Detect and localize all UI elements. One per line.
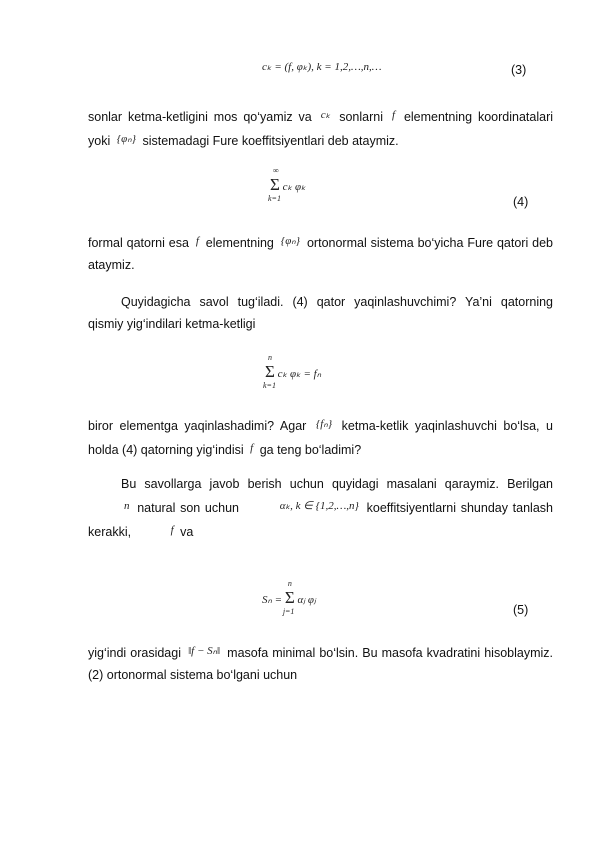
text-segment: sonlarni <box>339 110 383 124</box>
text-segment: va <box>180 525 194 539</box>
text-segment: koeffitsiyentlarni shunday tanlash kerakki, <box>88 501 553 539</box>
math-f: f <box>195 235 199 247</box>
equation-number-4: (4) <box>513 195 529 209</box>
math-f: f <box>391 109 395 121</box>
text-segment: natural son uchun <box>137 501 239 515</box>
equation-partial-sums <box>263 353 322 390</box>
paragraph-question: Quyidagicha savol tug‘iladi. (4) qator yaqinlashuvchimi? Ya’ni qatorning qismiy yig‘indilari ketma-ketligi <box>88 295 553 331</box>
text-segment: sonlar ketma-ketligini mos qo‘yamiz va <box>88 110 312 124</box>
equation-4 <box>268 166 306 203</box>
math-f: f <box>170 524 174 536</box>
math-c-k: cₖ <box>320 109 331 121</box>
paragraph-fourier-coefficients <box>88 104 553 152</box>
text-segment: formal qatorni esa <box>88 236 189 250</box>
equation-number-5: (5) <box>513 603 529 617</box>
equation-4-body: cₖ φₖ <box>282 181 306 193</box>
text-segment: elementning koordinatalari yoki <box>88 110 554 148</box>
text-segment: yig‘indi orasidagi <box>88 646 181 660</box>
math-alpha-k: αₖ, k ∈ {1,2,…,n} <box>279 500 359 512</box>
sum-symbol: Σ ∞ k=1 <box>268 166 281 203</box>
equation-5-lhs: Sₙ = <box>262 594 283 606</box>
text-segment: ga teng bo‘ladimi? <box>259 443 362 457</box>
equation-3: cₖ = (f, φₖ), k = 1,2,…,n,… <box>262 61 382 73</box>
paragraph-convergence <box>88 413 553 461</box>
text-segment: Bu savollarga javob berish uchun quyidagi masalani qaraymiz. Berilgan <box>121 477 553 491</box>
text-segment: ortonormal sistema bo‘yicha Fure qatori deb ataymiz. <box>88 236 553 272</box>
equation-partial-body: cₖ φₖ = fₙ <box>277 368 322 380</box>
text-segment: elementning <box>205 236 274 250</box>
math-n: n <box>124 500 130 512</box>
equation-5 <box>262 579 316 616</box>
text-segment: masofa minimal bo‘lsin. Bu masofa kvadratini hisoblaymiz. (2) ortonormal sistema bo‘lgani uchun <box>88 646 553 682</box>
text-segment: ketma-ketlik yaqinlashuvchi bo‘lsa, u holda (4) qatorning yig‘indisi <box>88 419 553 457</box>
equation-number-3: (3) <box>511 63 527 77</box>
text-segment: biror elementga yaqinlashadimi? Agar <box>88 419 307 433</box>
math-phi-system: {φₙ} <box>280 235 301 247</box>
math-norm-f-minus-s: ‖f − Sₙ‖ <box>188 645 221 657</box>
math-f-n-sequence: {fₙ} <box>315 418 333 430</box>
sum-symbol: Σ n j=1 <box>282 579 295 616</box>
equation-5-body: αⱼ φⱼ <box>297 594 316 606</box>
paragraph-problem <box>88 473 553 543</box>
text-segment: sistemadagi Fure koeffitsiyentlari deb ataymiz. <box>142 134 399 148</box>
paragraph-distance <box>88 640 553 686</box>
math-f: f <box>250 442 254 454</box>
paragraph-fourier-series <box>88 230 553 276</box>
sum-symbol: Σ n k=1 <box>263 353 276 390</box>
math-phi-system: {φₙ} <box>116 133 136 145</box>
